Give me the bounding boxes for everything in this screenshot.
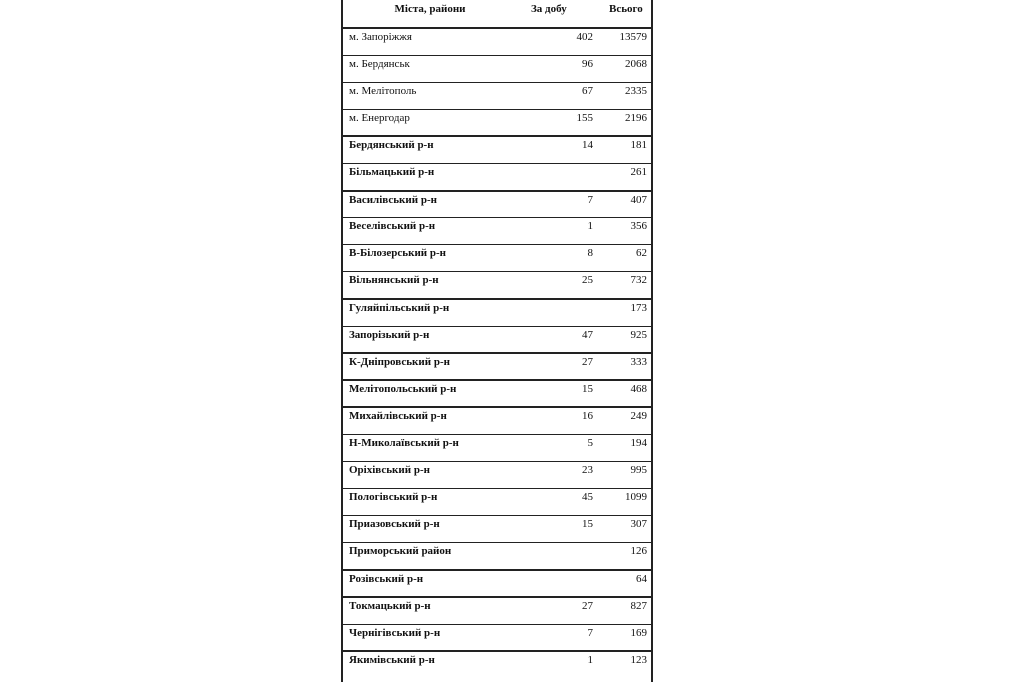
row-total-cell: 2068 [625,57,647,70]
row-name-cell: Вільнянський р-н [349,274,439,287]
row-name-cell: Михайлівський р-н [349,410,447,423]
table-row [343,516,651,543]
statistics-table-sheet [341,0,653,682]
table-row [343,109,651,136]
row-per-day-cell: 7 [587,626,593,639]
table-row [343,434,651,461]
row-per-day-cell: 1 [587,654,593,667]
table-row [343,191,651,218]
table-row [343,163,651,190]
row-name-cell: Оріхівський р-н [349,464,430,476]
row-per-day-cell: 67 [582,84,593,97]
row-name-cell: м. Мелітополь [349,84,417,97]
row-per-day-cell: 96 [582,57,593,70]
row-per-day-cell: 1 [587,220,593,233]
table-row [343,299,651,326]
row-name-cell: Василівський р-н [349,193,437,206]
row-per-day-cell: 27 [582,356,593,369]
row-total-cell: 64 [636,572,647,585]
row-total-cell: 827 [630,599,647,612]
row-total-cell: 1099 [625,491,647,504]
row-name-cell: м. Бердянськ [349,57,410,70]
row-total-cell: 995 [630,464,647,476]
row-name-cell: Бердянський р-н [349,139,434,152]
row-per-day-cell: 23 [582,464,593,476]
row-per-day-cell [517,163,597,190]
cases-by-district-table [343,0,651,678]
row-total-cell: 261 [630,165,647,178]
header-district: Міста, райони [394,3,466,15]
table-row [343,543,651,570]
table-row [343,218,651,245]
table-row [343,245,651,272]
row-total-cell: 194 [630,436,647,449]
row-name-cell: Веселівський р-н [349,220,436,233]
row-per-day-cell: 16 [582,410,593,423]
row-total-cell: 249 [630,410,647,423]
table-row [343,651,651,678]
header-per-day: За добу [531,3,567,15]
row-name-cell: Гуляйпільський р-н [349,301,450,314]
row-name-cell: Мелітопольський р-н [349,383,457,396]
table-row [343,624,651,651]
row-per-day-cell: 25 [582,274,593,287]
table-row [343,462,651,489]
row-per-day-cell: 14 [582,139,593,152]
table-row [343,28,651,55]
table-row [343,489,651,516]
table-row [343,82,651,109]
table-row [343,55,651,82]
row-total-cell: 126 [630,545,647,558]
row-per-day-cell: 45 [582,491,593,504]
row-total-cell: 62 [636,247,647,260]
row-name-cell: К-Дніпровський р-н [349,356,450,369]
row-total-cell: 307 [630,518,647,531]
row-per-day-cell: 27 [582,599,593,612]
table-row [343,597,651,624]
row-name-cell: Розівський р-н [349,572,424,585]
row-name-cell: Запорізький р-н [349,328,430,341]
row-per-day-cell: 8 [587,247,593,260]
row-name-cell: Токмацький р-н [349,599,431,612]
row-name-cell: Чернігівський р-н [349,626,441,639]
row-total-cell: 169 [630,626,647,639]
row-name-cell: Приморський район [349,545,452,558]
table-row [343,136,651,163]
row-per-day-cell: 47 [582,328,593,341]
row-per-day-cell [517,570,597,597]
row-total-cell: 732 [630,274,647,287]
table-row [343,353,651,380]
row-total-cell: 356 [630,220,647,233]
row-total-cell: 123 [630,654,647,667]
row-per-day-cell: 5 [587,436,593,449]
table-row [343,570,651,597]
row-per-day-cell: 7 [587,193,593,206]
row-per-day-cell: 15 [582,518,593,531]
row-per-day-cell [517,299,597,326]
row-name-cell: Пологівський р-н [349,491,438,504]
table-row [343,407,651,434]
row-per-day-cell: 402 [576,31,593,43]
table-row [343,380,651,407]
row-per-day-cell: 15 [582,383,593,396]
header-total: Всього [609,3,643,15]
row-total-cell: 925 [630,328,647,341]
row-per-day-cell: 155 [576,111,593,124]
row-name-cell: В-Білозерський р-н [349,247,447,260]
row-total-cell: 181 [630,139,647,152]
table-body [343,28,651,678]
row-per-day-cell [517,543,597,570]
row-total-cell: 407 [630,193,647,206]
table-row [343,326,651,353]
row-name-cell: Якимівський р-н [349,654,435,667]
row-name-cell: Більмацький р-н [349,165,435,178]
row-total-cell: 333 [630,356,647,369]
row-name-cell: Приазовський р-н [349,518,440,531]
row-total-cell: 2335 [625,84,647,97]
table-header-row [343,0,651,28]
row-total-cell: 13579 [619,31,647,43]
row-total-cell: 2196 [625,111,647,124]
row-name-cell: м. Енергодар [349,111,410,124]
row-total-cell: 468 [630,383,647,396]
row-name-cell: Н-Миколаївський р-н [349,436,459,449]
table-row [343,272,651,299]
row-name-cell: м. Запоріжжя [349,31,412,43]
row-total-cell: 173 [630,301,647,314]
